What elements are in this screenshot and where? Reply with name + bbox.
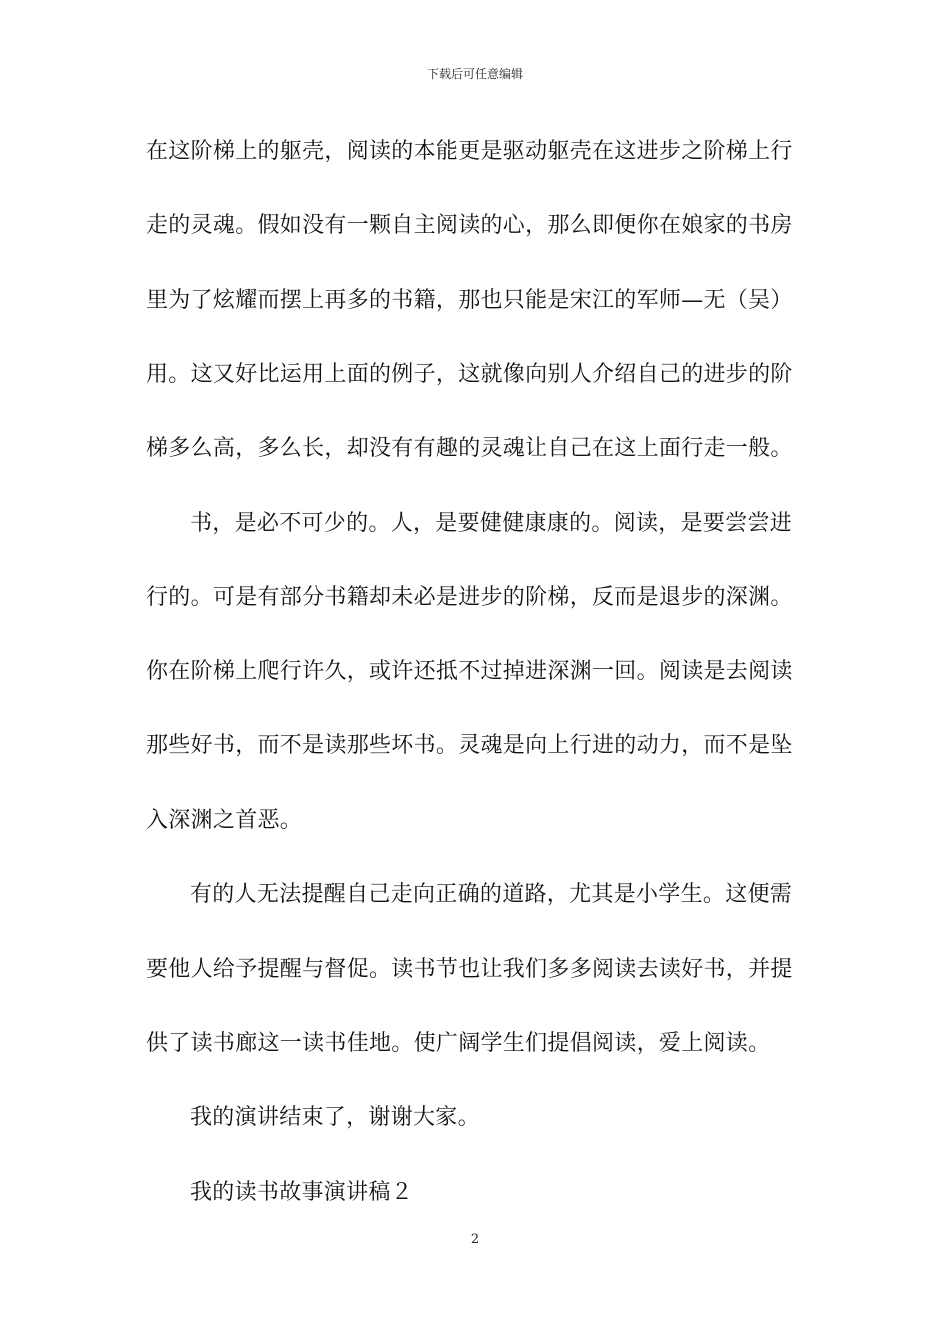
page-number: 2: [470, 1232, 480, 1247]
text-line: 供了读书廊这一读书佳地。使广阔学生们提倡阅读，爱上阅读。: [146, 1031, 771, 1056]
text-line: 梯多么高，多么长，却没有有趣的灵魂让自己在这上面行走一般。: [146, 436, 793, 461]
text-line: 要他人给予提醒与督促。读书节也让我们多多阅读去读好书，并提: [146, 957, 793, 982]
page-header: 下载后可任意编辑: [426, 67, 523, 81]
text-line: 用。这又好比运用上面的例子，这就像向别人介绍自己的进步的阶: [146, 362, 793, 387]
text-line: 走的灵魂。假如没有一颗自主阅读的心，那么即便你在娘家的书房: [146, 213, 793, 238]
closing-line: 我的演讲结束了，谢谢大家。: [190, 1105, 480, 1130]
text-line: 入深渊之首恶。: [146, 808, 303, 833]
text-line: 那些好书，而不是读那些坏书。灵魂是向上行进的动力，而不是坠: [146, 733, 793, 758]
text-line: 行的。可是有部分书籍却未必是进步的阶梯，反而是退步的深渊。: [146, 585, 793, 610]
paragraph-start-line: 有的人无法提醒自己走向正确的道路，尤其是小学生。这便需: [190, 882, 793, 907]
text-line: 你在阶梯上爬行许久，或许还抵不过掉进深渊一回。阅读是去阅读: [146, 659, 793, 684]
section-title: 我的读书故事演讲稿２: [190, 1180, 414, 1205]
paragraph-start-line: 书，是必不可少的。人，是要健健康康的。阅读，是要尝尝进: [190, 511, 793, 536]
text-line: 里为了炫耀而摆上再多的书籍，那也只能是宋江的军师—无（吴）: [146, 288, 793, 313]
text-line: 在这阶梯上的躯壳，阅读的本能更是驱动躯壳在这进步之阶梯上行: [146, 139, 793, 164]
